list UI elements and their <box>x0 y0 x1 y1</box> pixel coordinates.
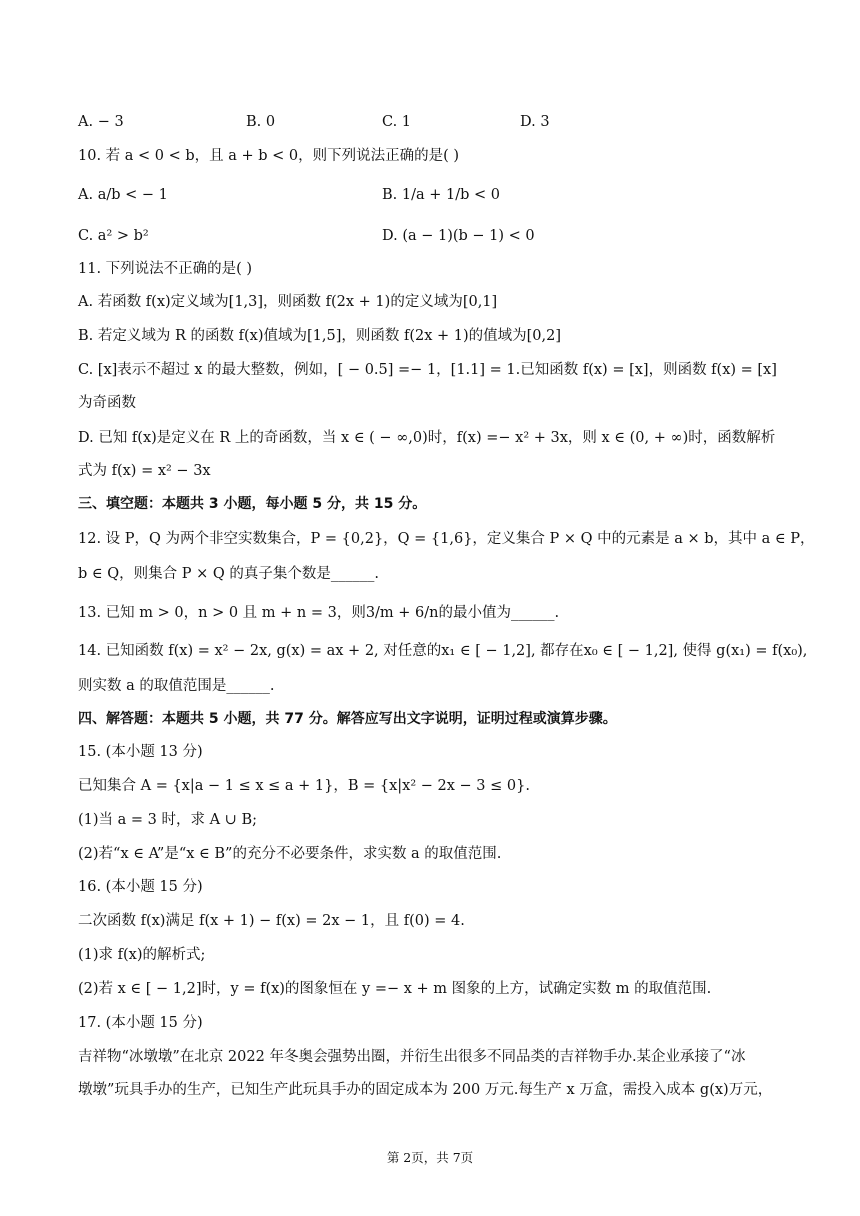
q15-line2: (1)当 a = 3 时，求 A ∪ B; <box>78 812 257 828</box>
q15-line1: 已知集合 A = {x|a − 1 ≤ x ≤ a + 1}，B = {x|x² − 2x − 3 ≤ 0}. <box>78 778 530 794</box>
q10-option-d: D. (a − 1)(b − 1) < 0 <box>382 228 535 244</box>
q10-option-b: B. 1/a + 1/b < 0 <box>382 187 500 203</box>
q17-heading: 17. (本小题 15 分) <box>78 1015 203 1031</box>
page-footer: 第 2页，共 7页 <box>386 1150 474 1165</box>
section-fill-in-heading: 三、填空题：本题共 3 小题，每小题 5 分，共 15 分。 <box>78 496 427 512</box>
q10-option-c: C. a² > b² <box>78 228 149 244</box>
q17-line1: 吉祥物“冰墩墩”在北京 2022 年冬奥会强势出圈，并衍生出很多不同品类的吉祥物手办.某企业承接了“冰 <box>78 1049 746 1065</box>
q16-line3: (2)若 x ∈ [ − 1,2]时，y = f(x)的图象恒在 y =− x + m 图象的上方，试确定实数 m 的取值范围. <box>78 981 712 997</box>
q16-line1: 二次函数 f(x)满足 f(x + 1) − f(x) = 2x − 1，且 f(0) = 4. <box>78 913 465 929</box>
q17-line2: 墩墩”玩具手办的生产，已知生产此玩具手办的固定成本为 200 万元.每生产 x 万盒，需投入成本 g(x)万元， <box>78 1082 773 1098</box>
q9-option-a: A. − 3 <box>78 114 124 130</box>
q15-heading: 15. (本小题 13 分) <box>78 744 203 760</box>
q9-option-d: D. 3 <box>520 114 550 130</box>
q11-option-d-line2: 式为 f(x) = x² − 3x <box>78 463 211 479</box>
q11-option-c-line1: C. [x]表示不超过 x 的最大整数，例如，[ − 0.5] =− 1，[1.1] = 1.已知函数 f(x) = [x]，则函数 f(x) = [x] <box>78 362 777 378</box>
q16-heading: 16. (本小题 15 分) <box>78 879 203 895</box>
q14-line1: 14. 已知函数 f(x) = x² − 2x, g(x) = ax + 2, 对任意的x₁ ∈ [ − 1,2], 都存在x₀ ∈ [ − 1,2], 使得 g(x₁) = f(x₀), <box>78 643 808 659</box>
q10-stem: 10. 若 a < 0 < b，且 a + b < 0，则下列说法正确的是( ) <box>78 148 460 164</box>
q12-line2: b ∈ Q，则集合 P × Q 的真子集个数是______. <box>78 566 379 582</box>
section-answer-heading: 四、解答题：本题共 5 小题，共 77 分。解答应写出文字说明，证明过程或演算步骤。 <box>78 711 617 727</box>
q11-option-b: B. 若定义域为 R 的函数 f(x)值域为[1,5]，则函数 f(2x + 1)的值域为[0,2] <box>78 328 562 344</box>
q9-options <box>78 112 550 132</box>
q11-option-a: A. 若函数 f(x)定义域为[1,3]，则函数 f(2x + 1)的定义域为[0,1] <box>78 294 498 310</box>
q11-option-d-line1: D. 已知 f(x)是定义在 R 上的奇函数，当 x ∈ ( − ∞,0)时，f(x) =− x² + 3x，则 x ∈ (0, + ∞)时，函数解析 <box>78 430 776 446</box>
q12-line1: 12. 设 P，Q 为两个非空实数集合，P = {0,2}，Q = {1,6}，定义集合 P × Q 中的元素是 a × b，其中 a ∈ P， <box>78 531 815 547</box>
q16-line2: (1)求 f(x)的解析式; <box>78 947 206 963</box>
q9-option-c: C. 1 <box>382 114 412 130</box>
q11-stem: 11. 下列说法不正确的是( ) <box>78 261 253 277</box>
q13: 13. 已知 m > 0，n > 0 且 m + n = 3，则3/m + 6/n的最小值为______. <box>78 605 560 621</box>
q9-option-b: B. 0 <box>246 114 276 130</box>
q15-line3: (2)若“x ∈ A”是“x ∈ B”的充分不必要条件，求实数 a 的取值范围. <box>78 846 502 862</box>
q11-option-c-line2: 为奇函数 <box>78 395 136 411</box>
q14-line2: 则实数 a 的取值范围是______. <box>78 678 275 694</box>
q10-option-a: A. a/b < − 1 <box>78 187 168 203</box>
